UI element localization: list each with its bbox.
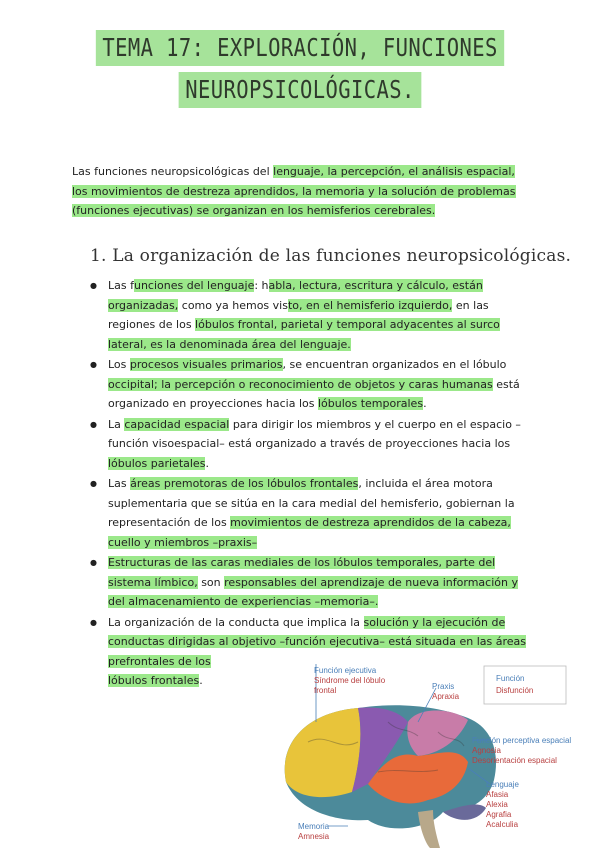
text: . [199, 674, 203, 687]
text: para dirigir los miembros y el cuerpo en el espacio –función visoespacial– está organizado a través de proyecciones hacia los [108, 417, 521, 450]
text: , se encuentran organizados en el lóbulo [282, 358, 507, 371]
text: La organización de la conducta que implica la [108, 615, 364, 629]
text: Las f [108, 279, 134, 292]
text: . [205, 456, 209, 470]
highlight: capacidad espacial [124, 417, 230, 431]
legend-function: Función [496, 674, 525, 683]
label-percep-1: Función perceptiva espacial [472, 736, 572, 745]
label-exec-3: frontal [314, 686, 337, 695]
text: La [108, 417, 125, 431]
page-title [0, 30, 600, 114]
text: . [423, 397, 427, 410]
highlight: lóbulos parietales [108, 456, 206, 470]
label-lang-2: Afasia [486, 790, 509, 799]
highlight: Estructuras de las caras mediales de los lóbulos temporales, parte del sistema límbico, [108, 556, 496, 589]
label-mem-2: Amnesia [298, 832, 330, 841]
intro-text: Las funciones neuropsicológicas del [72, 165, 274, 178]
title-line-1: TEMA 17: EXPLORACIÓN, FUNCIONES [96, 30, 504, 66]
intro-highlight: lenguaje, la percepción, el análisis espacial, los movimientos de destreza aprendidos, la memoria y la solución de problemas (funciones ejecutivas) se organizan en los hemisferios cerebrales. [72, 165, 516, 217]
highlight: abla, lectura, escritura y cálculo, están organizadas, [108, 279, 483, 312]
highlight: solución y la ejecución de conductas dirigidas al objetivo –función ejecutiva– está situada en las áreas prefrontales de los [108, 615, 527, 668]
list-item [90, 415, 530, 474]
label-lang-5: Acalculia [486, 820, 519, 829]
highlight: áreas premotoras de los lóbulos frontales [130, 477, 359, 490]
text: , incluida el área motora suplementaria que se sitúa en la cara medial del hemisferio, gobiernan la representación de los [108, 477, 515, 529]
highlight: movimientos de destreza aprendidos de la cabeza, cuello y miembros –praxis– [108, 516, 511, 549]
highlight: responsables del aprendizaje de nueva información y del almacenamiento de experiencias –memoria–. [108, 575, 518, 608]
highlight: unciones del lenguaje [133, 279, 255, 292]
list-item [90, 553, 530, 612]
label-praxis-1: Praxis [432, 682, 455, 691]
highlight: lóbulos temporales [317, 397, 424, 410]
section-title: 1. La organización de las funciones neuropsicológicas. [90, 246, 572, 266]
label-lang-1: Lenguaje [486, 780, 519, 789]
highlight: to, en el hemisferio izquierdo, [287, 298, 453, 312]
text: como ya hemos vis [178, 298, 288, 312]
text: Los [108, 358, 130, 371]
label-percep-2: Agnosia [472, 746, 501, 755]
text: : h [254, 279, 269, 292]
label-lang-3: Alexia [486, 800, 508, 809]
text: en las regiones de los [108, 298, 489, 331]
list-item [90, 474, 530, 552]
highlight: procesos visuales primarios [129, 358, 283, 371]
label-praxis-2: Apraxia [432, 692, 460, 701]
label-lang-4: Agrafia [486, 810, 512, 819]
title-line-2: NEUROPSICOLÓGICAS. [179, 72, 422, 108]
label-exec-1: Función ejecutiva [314, 666, 377, 675]
text: son [197, 575, 225, 589]
highlight: lóbulos frontales [108, 674, 200, 687]
highlight: occipital; la percepción o reconocimiento de objetos y caras humanas [108, 377, 493, 391]
legend-dysfunction: Disfunción [496, 686, 534, 695]
bullet-list [90, 276, 530, 692]
text: está organizado en proyecciones hacia los [108, 377, 520, 410]
brain-figure [268, 662, 588, 848]
label-exec-2: Síndrome del lóbulo [314, 676, 386, 685]
highlight: lóbulos frontal, parietal y temporal adyacentes al surco lateral, es la denominada área del lenguaje. [108, 318, 500, 351]
list-item [90, 355, 530, 414]
label-mem-1: Memoria [298, 822, 330, 831]
intro-paragraph [72, 162, 532, 221]
label-percep-3: Desorientación espacial [472, 756, 557, 765]
list-item [90, 276, 530, 354]
text: Las [108, 477, 131, 490]
